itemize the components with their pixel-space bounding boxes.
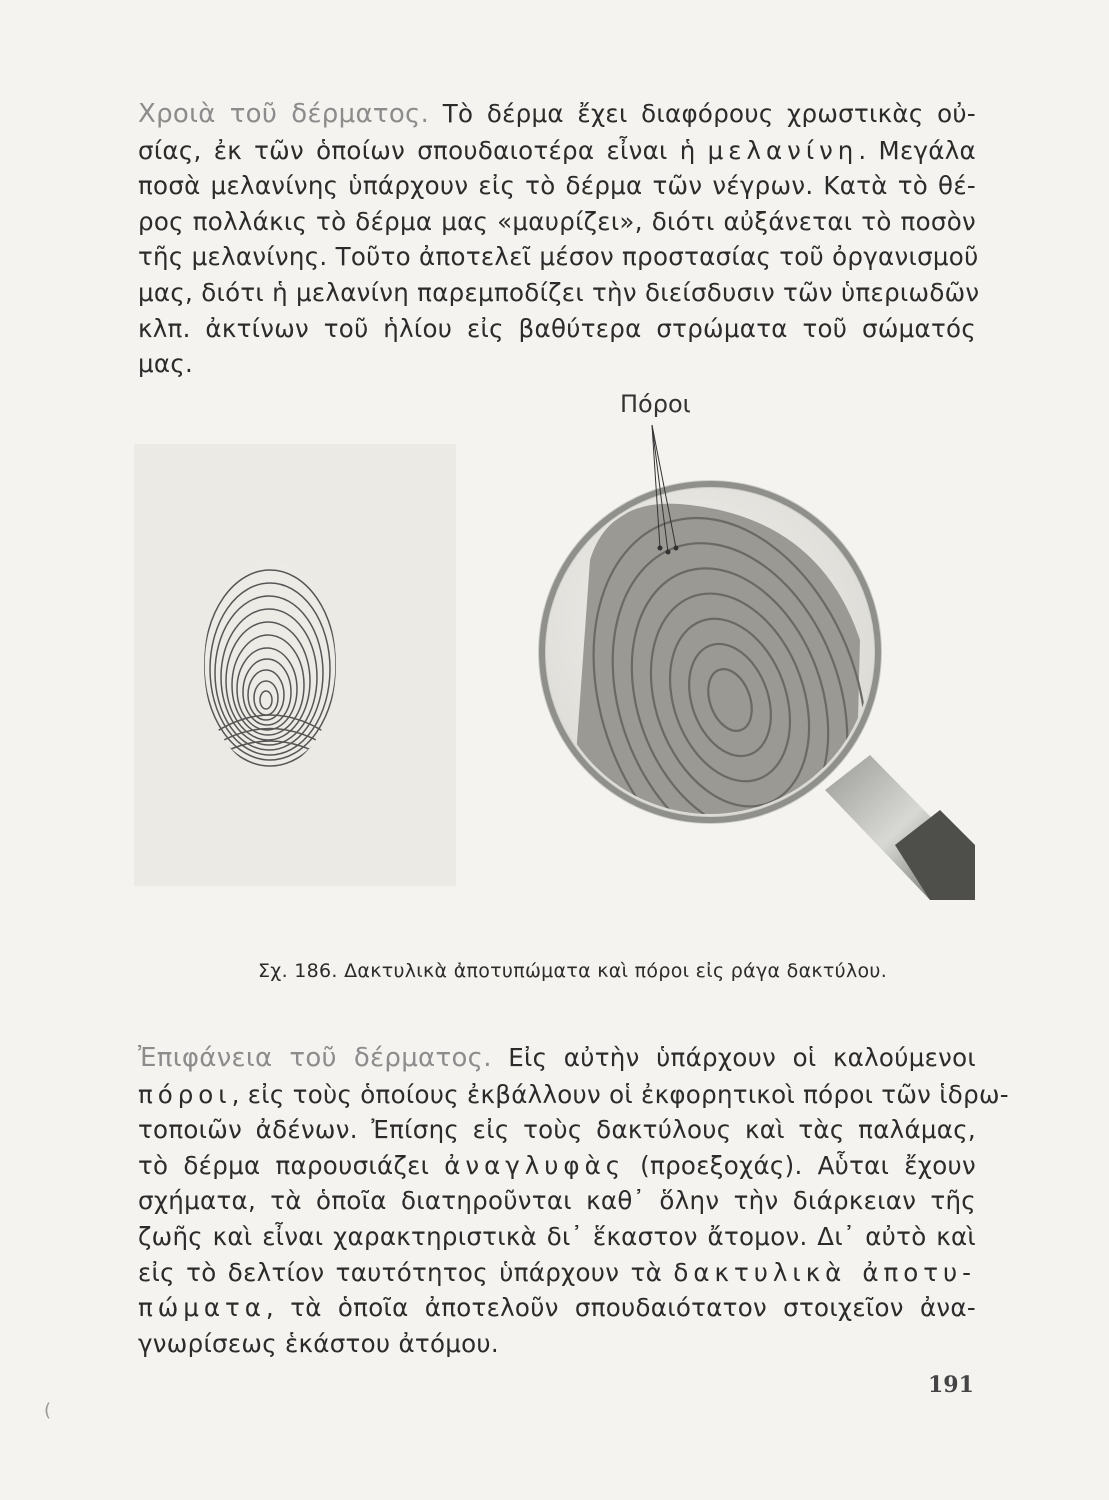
text-span: Τὸ δέρμα ἔχει διαφόρους χρωστικὰς οὐ- — [429, 99, 976, 128]
stray-mark: ( — [44, 1400, 52, 1421]
text-line — [138, 1040, 976, 1077]
text-line: κλπ. ἀκτίνων τοῦ ἡλίου εἰς βαθύτερα στρώματα τοῦ σώματός — [138, 313, 976, 343]
text-span: , εἰς τοὺς ὁποίους ἐκβάλλουν οἱ ἐκφορητικοὶ πόροι τῶν ἱδρω- — [231, 1079, 1009, 1109]
magnifier-lens — [538, 480, 915, 921]
section-heading-skin-surface: Ἐπιφάνεια τοῦ δέρματος. — [138, 1043, 492, 1073]
term-pores: πόροι — [138, 1079, 232, 1109]
term-reliefs: ἀναγλυφὰς — [444, 1150, 626, 1180]
text-line: τοποιῶν ἀδένων. Ἐπίσης εἰς τοὺς δακτύλους καὶ τὰς παλάμας, — [138, 1115, 976, 1145]
text-line: ποσὰ μελανίνης ὑπάρχουν εἰς τὸ δέρμα τῶν νέγρων. Κατὰ τὸ θέ- — [138, 171, 976, 201]
section-heading-skin-color: Χροιὰ τοῦ δέρματος. — [138, 99, 430, 129]
text-line — [138, 1255, 976, 1291]
text-span: (προεξοχάς). Αὗται ἔχουν — [625, 1150, 976, 1180]
text-span: Εἰς αὐτὴν ὑπάρχουν οἱ καλούμενοι — [491, 1043, 976, 1072]
figure-label-pores: Πόροι — [620, 390, 691, 418]
text-span: . Μεγάλα — [858, 135, 976, 165]
text-line: ζωῆς καὶ εἶναι χαρακτηριστικὰ δι᾽ ἕκαστον ἄτομον. Δι᾽ αὐτὸ καὶ — [138, 1221, 976, 1251]
figure-caption: Σχ. 186. Δακτυλικὰ ἀποτυπώματα καὶ πόροι εἰς ράγα δακτύλου. — [258, 960, 888, 982]
term-fingerprints-cont: πώματα — [138, 1293, 266, 1323]
magnifier-handle — [825, 755, 975, 900]
text-line: τῆς μελανίνης. Τοῦτο ἀποτελεῖ μέσον προστασίας τοῦ ὀργανισμοῦ — [138, 242, 979, 272]
text-line: μας, διότι ἡ μελανίνη παρεμποδίζει τὴν διείσδυσιν τῶν ὑπεριωδῶν — [138, 277, 980, 307]
text-span: , τὰ ὁποῖα ἀποτελοῦν σπουδαιότατον στοιχεῖον ἀνα- — [265, 1293, 976, 1323]
page-number: 191 — [928, 1372, 974, 1398]
text-line: γνωρίσεως ἑκάστου ἀτόμου. — [138, 1328, 499, 1358]
text-span: εἰς τὸ δελτίον ταυτότητος ὑπάρχουν τὰ — [138, 1257, 674, 1287]
fingerprint-image — [198, 558, 342, 769]
text-line: σχήματα, τὰ ὁποῖα διατηροῦνται καθ᾽ ὅλην τὴν διάρκειαν τῆς — [138, 1186, 976, 1216]
term-fingerprints: δακτυλικὰ ἀποτυ- — [673, 1257, 976, 1287]
text-line: μας. — [138, 349, 194, 379]
text-line: ρος πολλάκις τὸ δέρμα μας «μαυρίζει», διότι αὐξάνεται τὸ ποσὸν — [138, 206, 976, 236]
text-line — [138, 1077, 1009, 1113]
term-melanin: μελανίνη — [707, 135, 859, 165]
text-span: σίας, ἐκ τῶν ὁποίων σπουδαιοτέρα εἶναι ἡ — [138, 135, 708, 165]
text-line — [138, 1148, 976, 1184]
paragraph-skin-surface — [138, 1040, 1009, 1361]
text-span: τὸ δέρμα παρουσιάζει — [138, 1150, 445, 1180]
text-line — [138, 1290, 976, 1326]
